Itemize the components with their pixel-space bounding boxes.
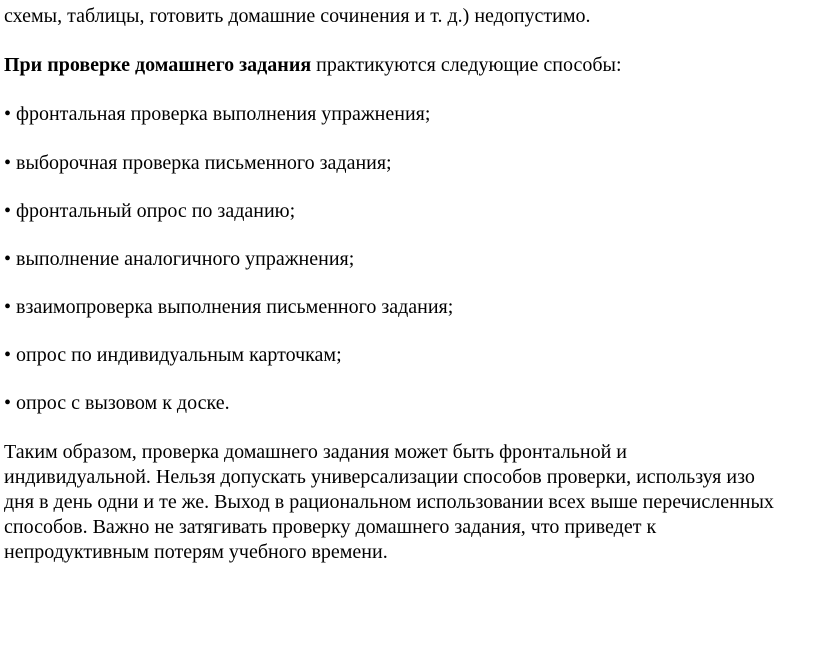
conclusion-line: способов. Важно не затягивать проверку домашнего задания, что приведет к <box>4 516 657 538</box>
conclusion-line: непродуктивным потерям учебного времени. <box>4 541 388 563</box>
methods-heading-bold: При проверке домашнего задания <box>4 54 312 76</box>
method-item: • фронтальная проверка выполнения упражнения; <box>4 103 431 125</box>
method-item: • опрос по индивидуальным карточкам; <box>4 344 342 366</box>
conclusion-line: Таким образом, проверка домашнего задания может быть фронтальной и <box>4 441 628 463</box>
methods-heading <box>4 52 622 78</box>
method-item: • опрос с вызовом к доске. <box>4 392 230 414</box>
conclusion-line: дня в день одни и те же. Выход в рациональном использовании всех выше перечисленных <box>4 491 774 513</box>
method-item: • взаимопроверка выполнения письменного задания; <box>4 296 454 318</box>
methods-heading-rest: практикуются следующие способы: <box>311 54 622 76</box>
intro-line: схемы, таблицы, готовить домашние сочинения и т. д.) недопустимо. <box>4 5 591 27</box>
conclusion-line: индивидуальной. Нельзя допускать универсализации способов проверки, используя изо <box>4 466 755 488</box>
method-item: • выполнение аналогичного упражнения; <box>4 248 355 270</box>
method-item: • выборочная проверка письменного задания; <box>4 152 392 174</box>
method-item: • фронтальный опрос по заданию; <box>4 200 296 222</box>
